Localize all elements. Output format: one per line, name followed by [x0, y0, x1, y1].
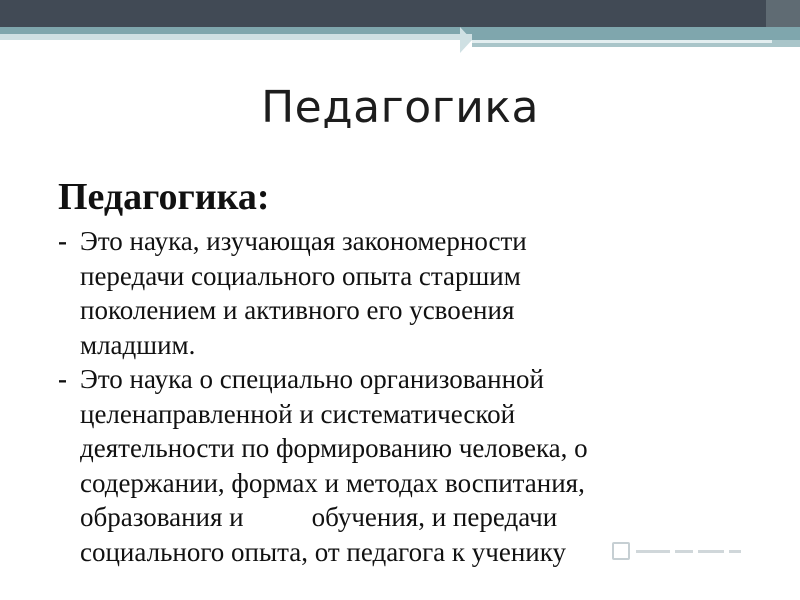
slide-content: [58, 172, 768, 569]
definition-2-line: содержании, формах и методах воспитания,: [80, 467, 585, 498]
watermark-icon: [612, 542, 630, 560]
top-decor-bar: [0, 0, 800, 27]
arrow-decor-shape: [460, 27, 472, 53]
watermark-bars: [636, 543, 746, 559]
definition-1-line: передачи социального опыта старшим: [80, 260, 521, 291]
definition-2-line: [80, 500, 768, 535]
definition-item-2: [58, 362, 768, 569]
definition-2-fragment: образования и: [80, 502, 244, 532]
definition-1-line: Это наука, изучающая закономерности: [80, 226, 527, 256]
definition-heading: Педагогика:: [58, 176, 270, 218]
light-decor-band: [0, 34, 472, 40]
definition-2-fragment: обучения, и передачи: [311, 502, 558, 532]
definition-2-line: деятельности по формированию человека, о: [80, 433, 588, 463]
definition-2-line: социального опыта, от педагога к ученику: [80, 536, 566, 567]
slide-title: Педагогика: [261, 82, 539, 133]
definition-2-line: целенаправленной и систематической: [80, 398, 516, 429]
definition-2-line: Это наука о специально организованной: [80, 364, 544, 394]
definition-1-line: поколением и активного его усвоения: [80, 295, 515, 325]
dash-bullet: -: [58, 364, 67, 394]
definition-item-1: [58, 224, 768, 362]
top-decor-corner: [766, 0, 800, 27]
dash-bullet: -: [58, 226, 67, 256]
definition-1-line: младшим.: [80, 329, 196, 360]
watermark-logo: [612, 542, 772, 568]
thin-light-decor-band: [472, 40, 772, 43]
